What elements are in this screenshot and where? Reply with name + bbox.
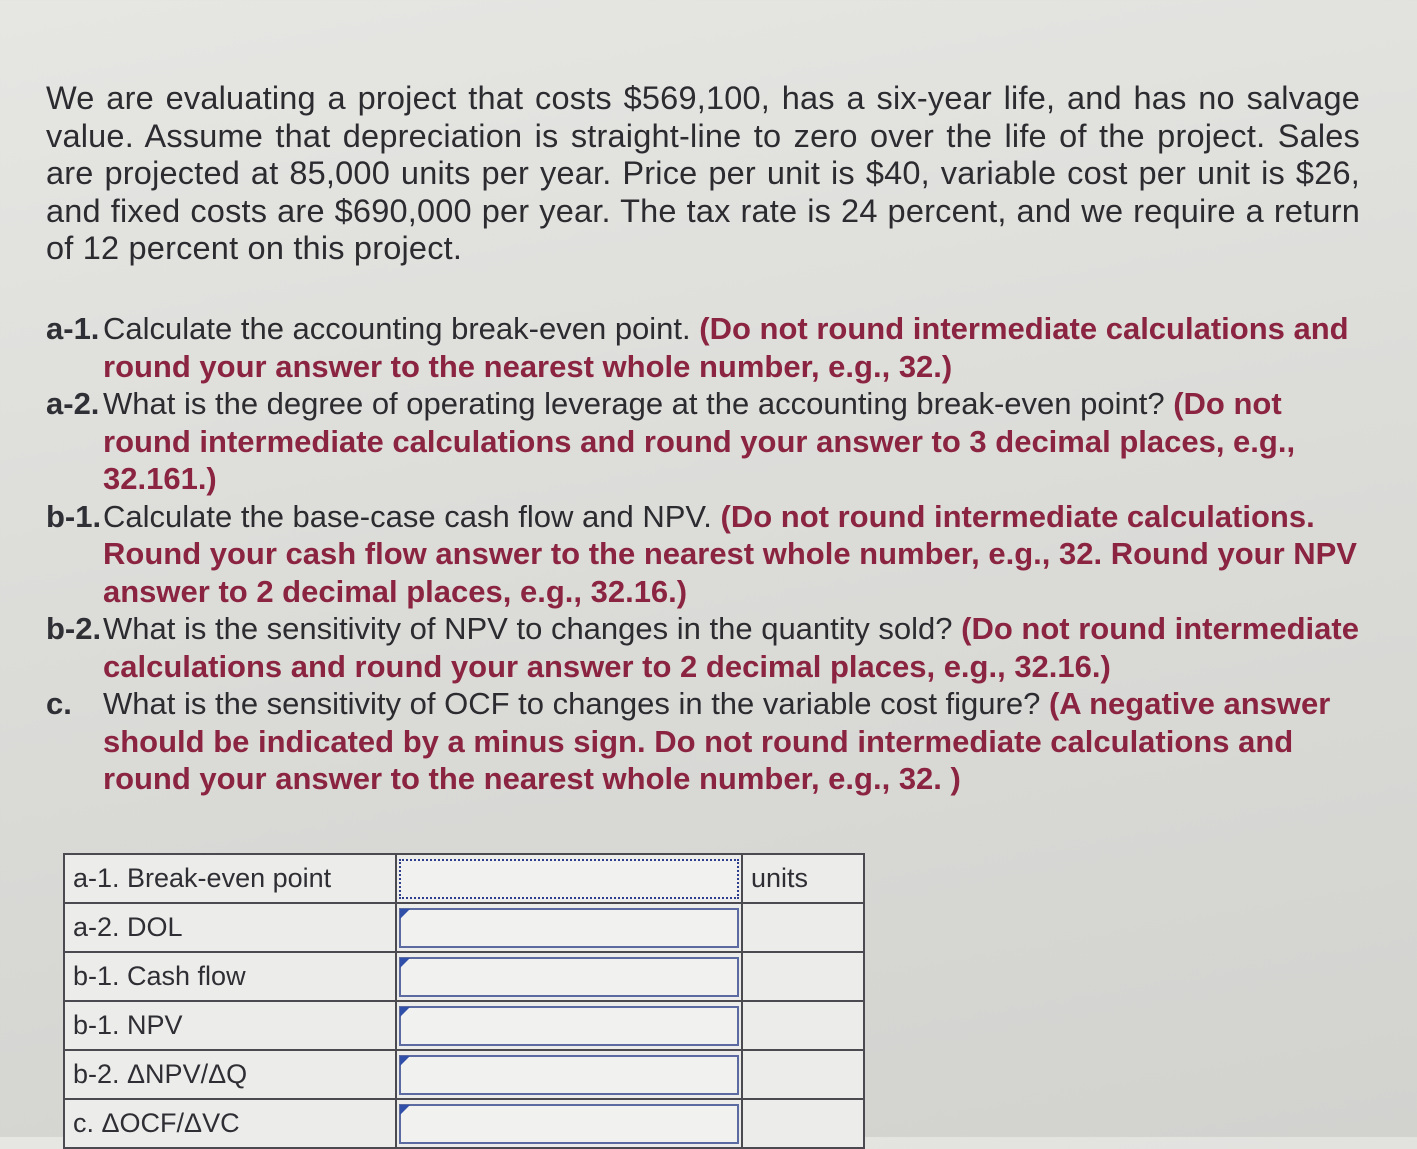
dol-input[interactable] (399, 908, 739, 948)
input-marker-icon (400, 1105, 410, 1115)
table-row (64, 1099, 864, 1148)
question-label: a-1. (46, 311, 100, 346)
question-a1 (46, 310, 1366, 385)
question-text: What is the degree of operating leverage at the accounting break-even point? (103, 386, 1165, 421)
npv-input[interactable] (399, 1006, 739, 1046)
table-row (64, 1001, 864, 1050)
question-instruction: (Do not round intermediate calculations and round your answer to the nearest whole number, e.g., 32.) (103, 311, 1349, 384)
row-label-cash-flow: b-1. Cash flow (64, 952, 396, 1001)
input-marker-icon (400, 1007, 410, 1017)
problem-statement: We are evaluating a project that costs $569,100, has a six-year life, and has no salvage value. Assume that depreciation is straight-line to zero over the life of the project. Sales are projected at 85,000 units per year. Price per unit is $40, variable cost per unit is $26, and fixed costs are $690,000 per year. The tax rate is 24 percent, and we require a return of 12 percent on this project. (46, 80, 1360, 266)
unit-cell (742, 903, 864, 952)
unit-cell (742, 1099, 864, 1148)
table-row (64, 903, 864, 952)
units-label: units (742, 854, 864, 903)
cash-flow-input[interactable] (399, 957, 739, 997)
question-list (46, 310, 1366, 798)
row-label-npv: b-1. NPV (64, 1001, 396, 1050)
question-text: Calculate the base-case cash flow and NPV. (103, 498, 712, 534)
unit-cell (742, 1001, 864, 1050)
delta-npv-input[interactable] (399, 1055, 739, 1095)
table-row (64, 952, 864, 1001)
break-even-input[interactable] (399, 859, 739, 899)
row-label-delta-ocf: c. ΔOCF/ΔVC (64, 1099, 396, 1148)
question-label: a-2. (46, 386, 100, 421)
table-row (64, 1050, 864, 1099)
question-b2 (46, 610, 1366, 685)
question-label: b-2. (46, 611, 102, 646)
question-instruction: (Do not round intermediate calculations. Round your cash flow answer to the nearest whole number, e.g., 32. Round your NPV answer to 2 decimal places, e.g., 32.16.) (103, 498, 1357, 609)
unit-cell (742, 1050, 864, 1099)
input-marker-icon (400, 909, 410, 919)
input-marker-icon (400, 1056, 410, 1066)
unit-cell (742, 952, 864, 1001)
question-b1 (46, 498, 1366, 611)
question-a2 (46, 385, 1366, 498)
question-text: What is the sensitivity of NPV to changes in the quantity sold? (103, 611, 953, 646)
question-instruction: (A negative answer should be indicated by a minus sign. Do not round intermediate calculations and round your answer to the nearest whole number, e.g., 32. ) (103, 686, 1331, 796)
delta-ocf-input[interactable] (399, 1104, 739, 1144)
row-label-dol: a-2. DOL (64, 903, 396, 952)
row-label-break-even: a-1. Break-even point (64, 854, 396, 903)
question-text: What is the sensitivity of OCF to changes in the variable cost figure? (103, 686, 1041, 721)
question-label: b-1. (46, 498, 102, 534)
question-instruction: (Do not round intermediate calculations and round your answer to 3 decimal places, e.g., 32.161.) (103, 386, 1296, 496)
question-text: Calculate the accounting break-even point. (103, 311, 691, 346)
question-instruction: (Do not round intermediate calculations and round your answer to 2 decimal places, e.g., 32.16.) (103, 611, 1359, 684)
question-label: c. (46, 686, 72, 721)
input-marker-icon (400, 958, 410, 968)
row-label-delta-npv: b-2. ΔNPV/ΔQ (64, 1050, 396, 1099)
answer-table (63, 853, 865, 1149)
table-row (64, 854, 864, 903)
question-c (46, 685, 1366, 798)
